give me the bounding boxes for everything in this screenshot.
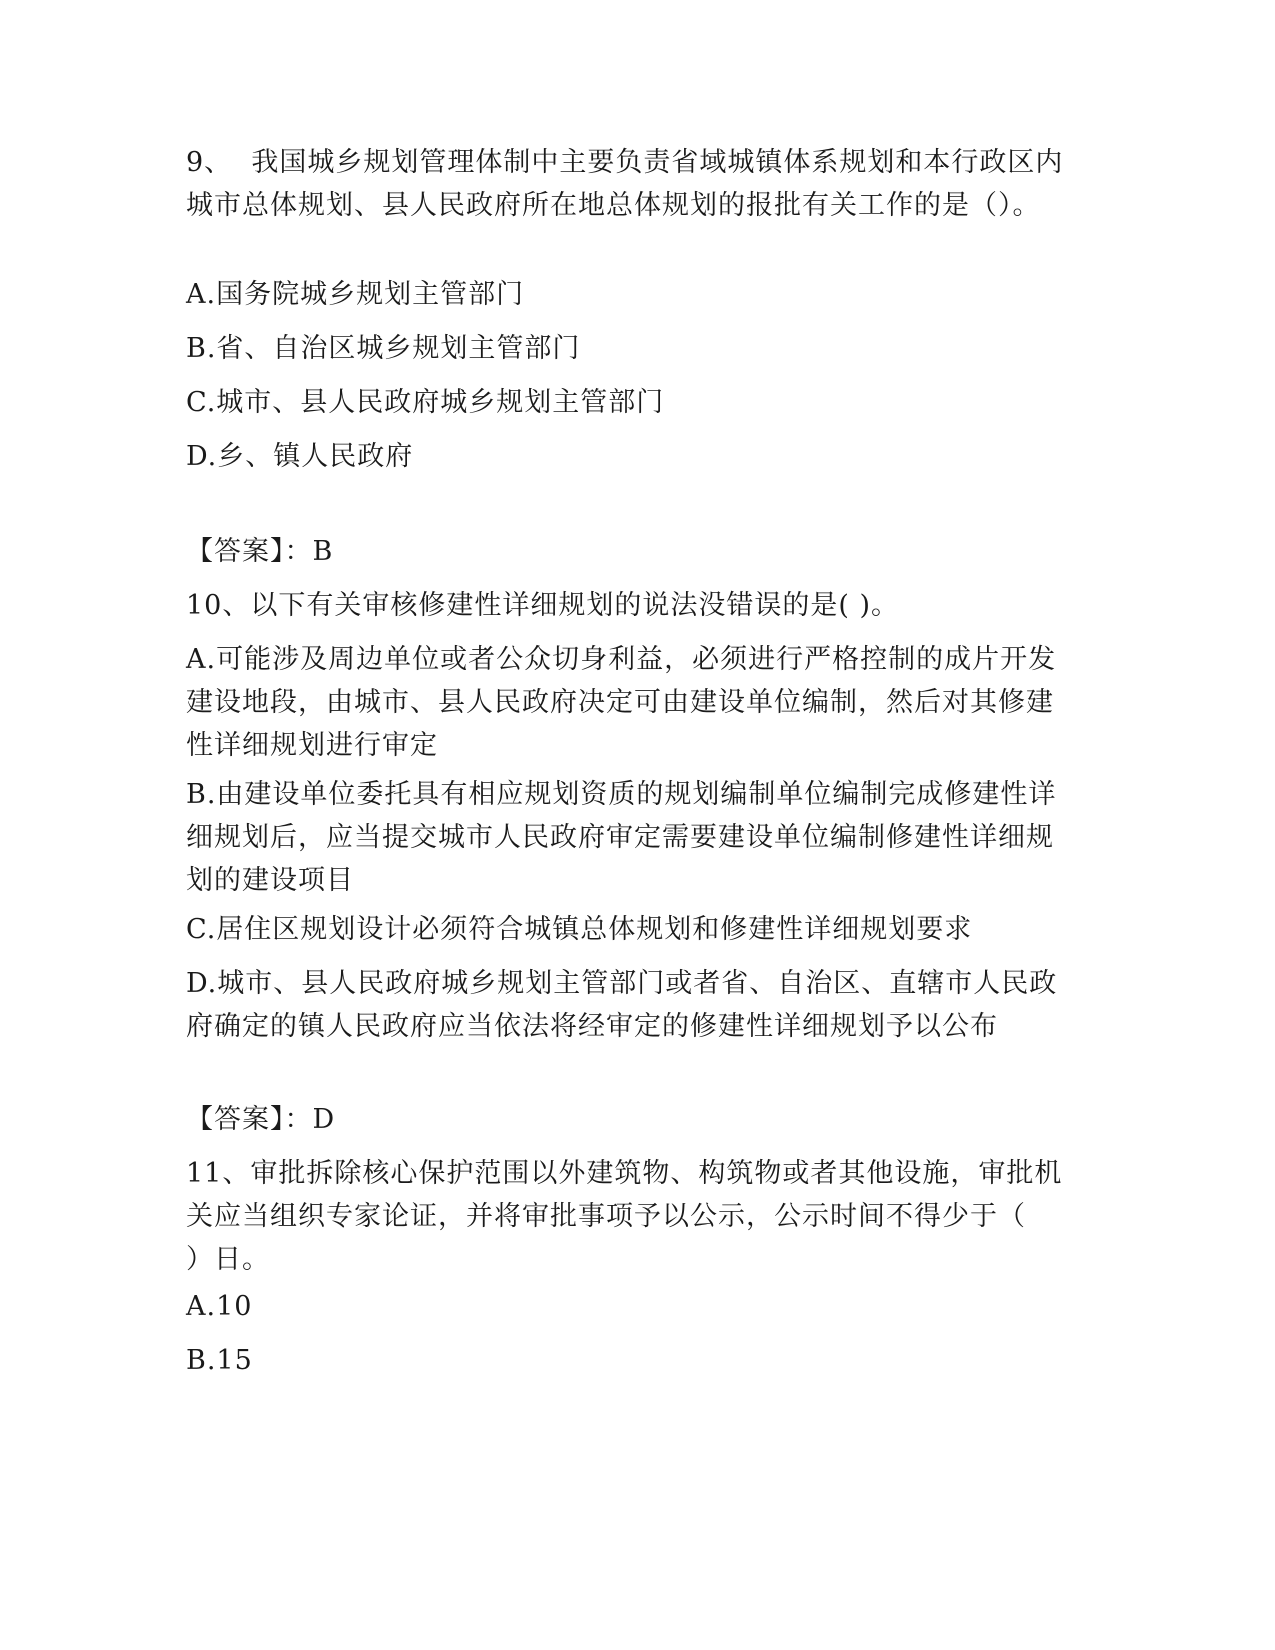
question-10-answer: 【答案】：D bbox=[186, 1104, 336, 1135]
question-9-option-d: D.乡、镇人民政府 bbox=[186, 441, 414, 472]
question-10-option-c: C.居住区规划设计必须符合城镇总体规划和修建性详细规划要求 bbox=[186, 914, 973, 945]
question-10-option-d: D.城市、县人民政府城乡规划主管部门或者省、自治区、直辖市人民政府确定的镇人民政府应当依法将经审定的修建性详细规划予以公布 bbox=[186, 968, 1058, 1042]
question-9-stem: 9、 我国城乡规划管理体制中主要负责省域城镇体系规划和本行政区内城市总体规划、县人民政府所在地总体规划的报批有关工作的是（）。 bbox=[186, 147, 1064, 221]
question-11-option-b: B.15 bbox=[186, 1345, 253, 1376]
question-9-option-b: B.省、自治区城乡规划主管部门 bbox=[186, 333, 581, 364]
question-11-option-a: A.10 bbox=[186, 1291, 253, 1322]
question-9-option-a: A.国务院城乡规划主管部门 bbox=[186, 279, 525, 310]
question-9-answer: 【答案】：B bbox=[186, 536, 334, 567]
question-11-stem: 11、审批拆除核心保护范围以外建筑物、构筑物或者其他设施，审批机关应当组织专家论证，并将审批事项予以公示，公示时间不得少于（ ）日。 bbox=[186, 1158, 1063, 1275]
question-10-option-b: B.由建设单位委托具有相应规划资质的规划编制单位编制完成修建性详细规划后，应当提交城市人民政府审定需要建设单位编制修建性详细规划的建设项目 bbox=[186, 779, 1057, 896]
question-9-option-c: C.城市、县人民政府城乡规划主管部门 bbox=[186, 387, 665, 418]
question-10-option-a: A.可能涉及周边单位或者公众切身利益，必须进行严格控制的成片开发建设地段，由城市、县人民政府决定可由建设单位编制，然后对其修建性详细规划进行审定 bbox=[186, 644, 1057, 761]
question-10-stem: 10、以下有关审核修建性详细规划的说法没错误的是( )。 bbox=[186, 590, 900, 621]
